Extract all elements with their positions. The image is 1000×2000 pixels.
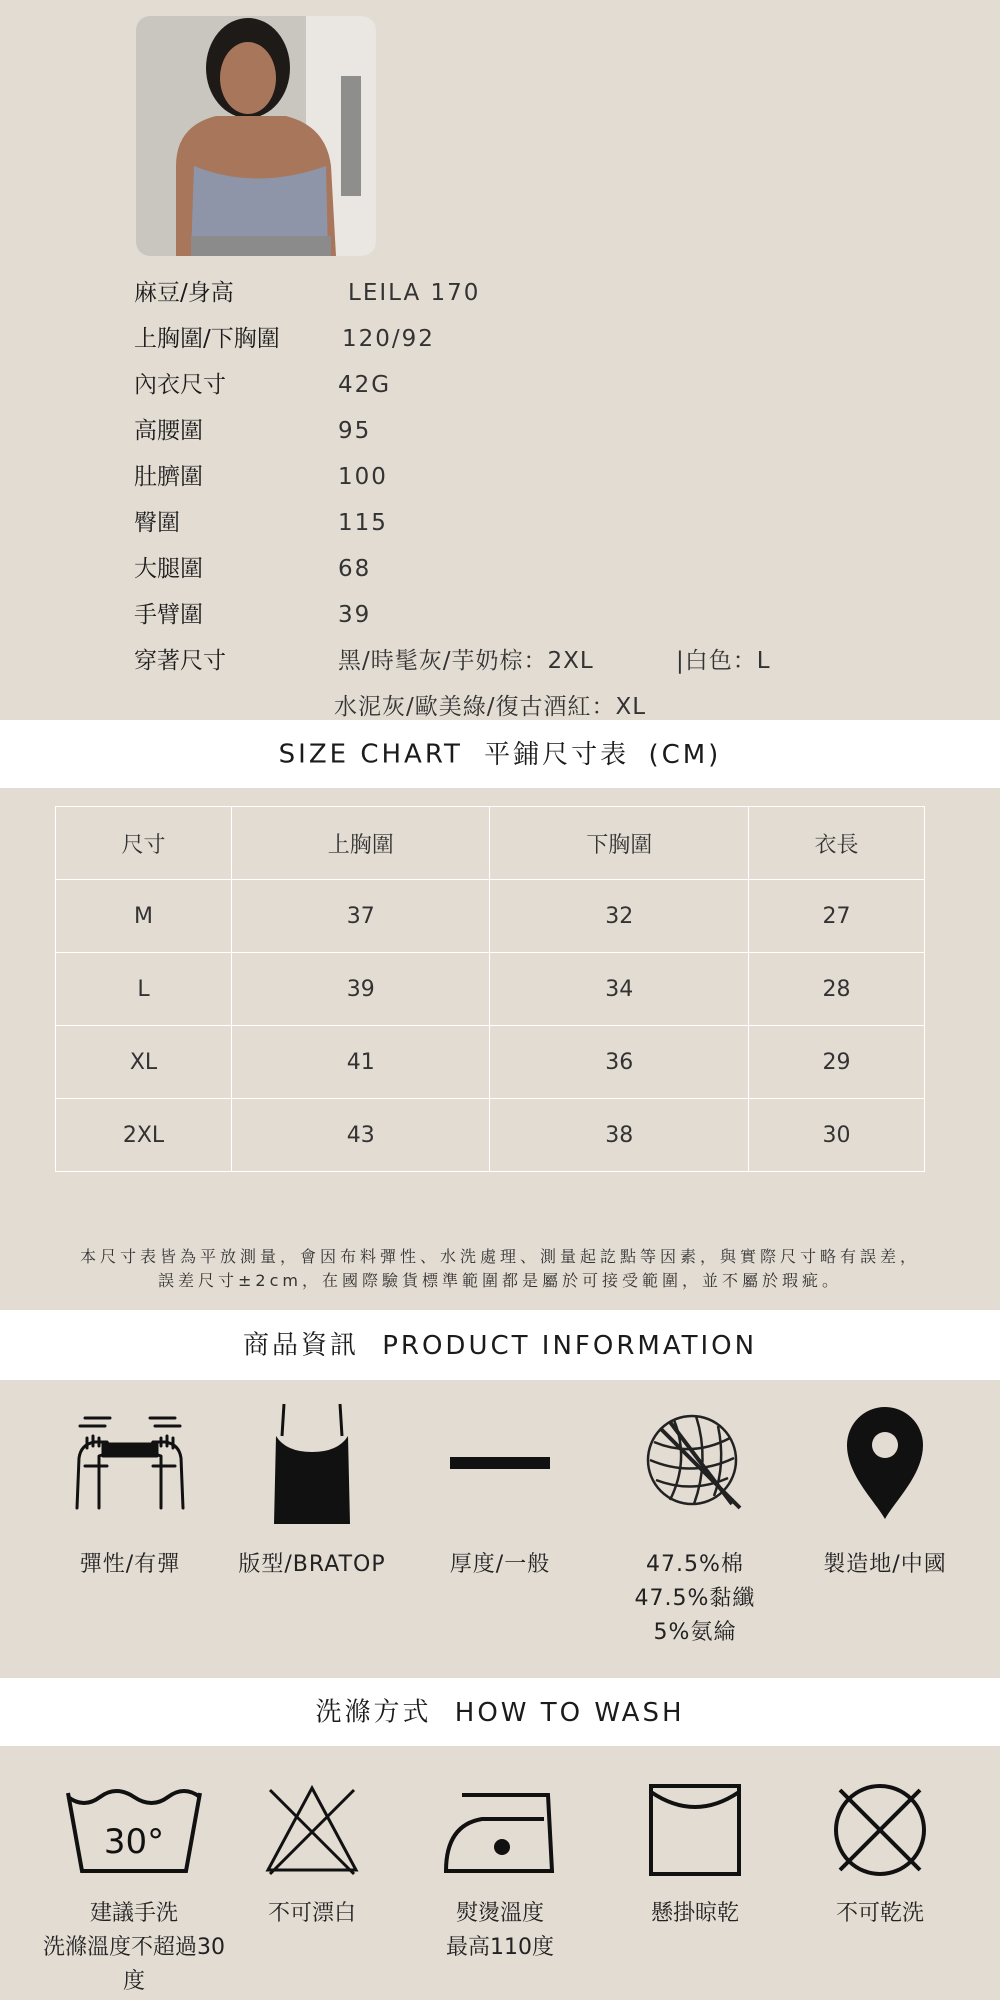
model-value: 68 [338, 556, 372, 582]
wash-item-no-bleach [212, 1775, 412, 1931]
model-row [0, 592, 1000, 638]
table-cell: 28 [748, 953, 924, 1026]
wash-label: 建議手洗 [89, 1901, 178, 1926]
camisole-icon [222, 1400, 402, 1526]
table-row [56, 880, 925, 953]
wash-item-no-dry-clean [780, 1775, 980, 1931]
product-item-material [605, 1400, 785, 1650]
note-line: 誤差尺寸±2cm，在國際驗貨標準範圍都是屬於可接受範圍，並不屬於瑕疵。 [158, 1271, 842, 1290]
wash-label: 懸掛晾乾 [650, 1901, 739, 1926]
model-row [0, 454, 1000, 500]
table-header-cell: 衣長 [748, 807, 924, 880]
wash-title-zh: 洗滌方式 [315, 1697, 432, 1728]
model-value: 100 [338, 464, 388, 490]
table-cell: XL [56, 1026, 232, 1099]
table-cell: 34 [490, 953, 748, 1026]
table-cell: 27 [748, 880, 924, 953]
model-value: 120/92 [342, 326, 435, 352]
wash-label: 洗滌溫度不超過30度 [43, 1935, 225, 1994]
table-header-cell: 尺寸 [56, 807, 232, 880]
product-item-stretch [40, 1400, 220, 1582]
table-row [56, 953, 925, 1026]
table-cell: M [56, 880, 232, 953]
table-cell: 41 [232, 1026, 490, 1099]
model-row [0, 316, 1000, 362]
table-cell: 29 [748, 1026, 924, 1099]
table-header-row [56, 807, 925, 880]
note-line: 本尺寸表皆為平放測量，會因布料彈性、水洗處理、測量起訖點等因素，與實際尺寸略有誤差， [79, 1247, 920, 1266]
no-dry-clean-icon [780, 1775, 980, 1885]
table-cell: 37 [232, 880, 490, 953]
table-row [56, 1026, 925, 1099]
wash-temp-label: 30° [103, 1822, 165, 1862]
product-label: 5%氨綸 [653, 1620, 737, 1645]
size-chart-header [0, 720, 1000, 788]
measurement-note [20, 1245, 980, 1293]
product-item-fit [222, 1400, 402, 1582]
model-value: 黑/時髦灰/芋奶棕：2XL [338, 648, 594, 674]
wash-label: 熨燙溫度 [455, 1901, 544, 1926]
model-label: 上胸圍/下胸圍 [134, 326, 280, 352]
product-label: 47.5%棉 [646, 1552, 744, 1577]
model-row [0, 546, 1000, 592]
line-dry-icon [595, 1775, 795, 1885]
wash-label: 最高110度 [446, 1935, 554, 1960]
size-chart-unit: (CM) [648, 739, 722, 770]
location-pin-icon [795, 1400, 975, 1526]
model-label: 內衣尺寸 [134, 372, 226, 398]
table-cell: 36 [490, 1026, 748, 1099]
product-item-origin [795, 1400, 975, 1582]
how-to-wash-header [0, 1678, 1000, 1746]
model-value: 39 [338, 602, 372, 628]
table-cell: 38 [490, 1099, 748, 1172]
wash-item-line-dry [595, 1775, 795, 1931]
model-photo [136, 16, 376, 256]
model-value: LEILA 170 [348, 280, 481, 306]
wash-label: 不可乾洗 [835, 1901, 924, 1926]
table-row [56, 1099, 925, 1172]
wash-title-en: HOW TO WASH [454, 1697, 685, 1728]
model-row [0, 638, 1000, 684]
worn-size-extra: |白色：L [676, 648, 771, 674]
table-cell: 30 [748, 1099, 924, 1172]
table-cell: 2XL [56, 1099, 232, 1172]
size-table [55, 806, 925, 1172]
stretch-hands-icon [40, 1400, 220, 1526]
model-row [0, 270, 1000, 316]
no-bleach-icon [212, 1775, 412, 1885]
wash-label: 不可漂白 [267, 1901, 356, 1926]
product-label: 製造地/中國 [823, 1552, 947, 1577]
product-title-en: PRODUCT INFORMATION [382, 1330, 758, 1361]
product-info-header [0, 1310, 1000, 1380]
table-cell: L [56, 953, 232, 1026]
product-item-thickness [410, 1400, 590, 1582]
model-label: 高腰圍 [134, 418, 203, 444]
model-value: 95 [338, 418, 372, 444]
thickness-bar-icon [410, 1400, 590, 1526]
model-label: 麻豆/身高 [134, 280, 234, 306]
model-label: 穿著尺寸 [134, 648, 226, 674]
model-row [0, 500, 1000, 546]
model-label: 大腿圍 [134, 556, 203, 582]
product-label: 47.5%黏纖 [634, 1586, 756, 1611]
worn-size-line2: 水泥灰/歐美綠/復古酒紅：XL [334, 694, 647, 720]
table-cell: 32 [490, 880, 748, 953]
product-title-zh: 商品資訊 [242, 1330, 359, 1361]
size-chart-title-en: SIZE CHART [278, 739, 463, 770]
hand-wash-30-icon [34, 1775, 234, 1885]
model-label: 肚臍圍 [134, 464, 203, 490]
model-value: 42G [338, 372, 392, 398]
table-cell: 39 [232, 953, 490, 1026]
size-chart-title-zh: 平鋪尺寸表 [484, 739, 630, 770]
model-value: 115 [338, 510, 388, 536]
iron-icon [400, 1775, 600, 1885]
model-row [0, 408, 1000, 454]
table-cell: 43 [232, 1099, 490, 1172]
product-label: 版型/BRATOP [238, 1552, 386, 1577]
model-row [0, 362, 1000, 408]
yarn-ball-icon [605, 1400, 785, 1526]
model-label: 手臂圍 [134, 602, 203, 628]
wash-item-hand-wash [34, 1775, 234, 1999]
product-label: 厚度/一般 [449, 1552, 551, 1577]
table-header-cell: 上胸圍 [232, 807, 490, 880]
wash-item-iron [400, 1775, 600, 1965]
model-label: 臀圍 [134, 510, 180, 536]
table-header-cell: 下胸圍 [490, 807, 748, 880]
product-label: 彈性/有彈 [79, 1552, 181, 1577]
